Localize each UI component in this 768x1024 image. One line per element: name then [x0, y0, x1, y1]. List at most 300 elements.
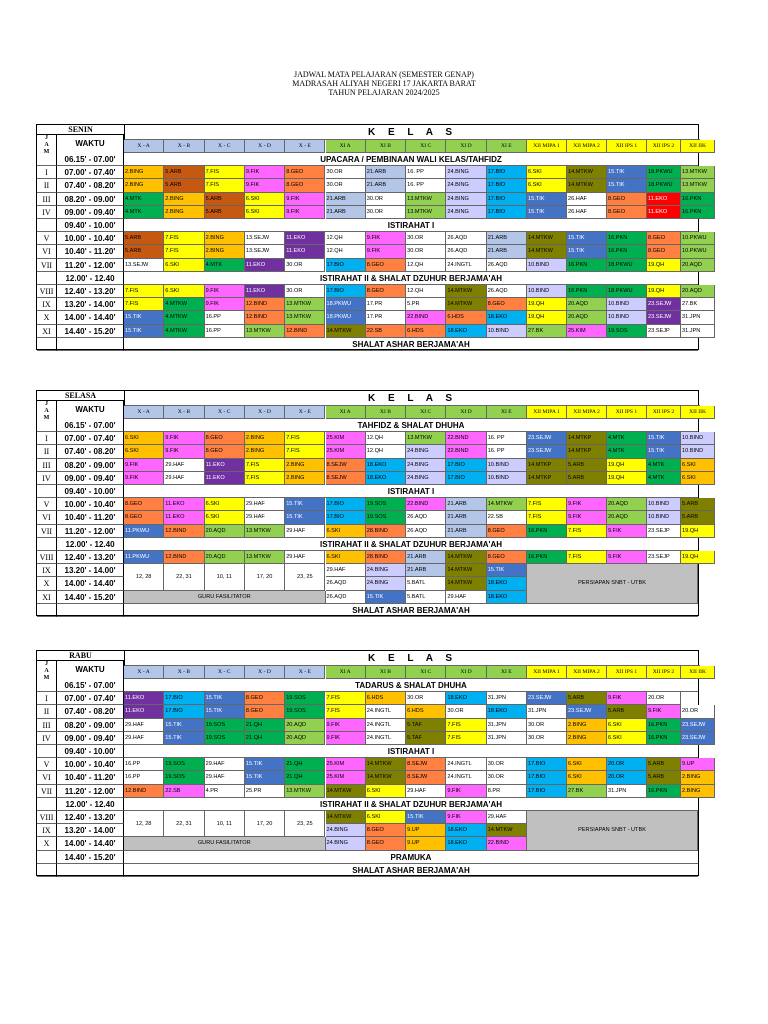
schedule-cell: 23.SEJP: [647, 325, 681, 338]
time-slot: 08.20' - 09.00': [57, 193, 124, 206]
time-slot: 14.00' - 14.40': [57, 837, 124, 850]
time-slot: 09.00' - 09.40': [57, 206, 124, 219]
schedule-cell: 16.PP: [124, 771, 164, 784]
class-group: 10, 11: [205, 564, 245, 590]
schedule-cell: 9.FIK: [285, 206, 325, 219]
schedule-cell: 6.SKI: [245, 206, 285, 219]
activity-banner: TAHFIDZ & SHALAT DHUHA: [124, 419, 698, 432]
time-slot: 07.40' - 08.20': [57, 705, 124, 718]
time-slot: 11.20' - 12.00': [57, 785, 124, 798]
schedule-cell: 22.BIND: [487, 837, 527, 850]
class-column-header: X - A: [124, 666, 164, 679]
schedule-cell: 6.SKI: [527, 179, 567, 192]
schedule-cell: 14.MTKW: [326, 811, 366, 824]
schedule-cell: 14.MTKW: [446, 298, 486, 311]
jam-number: IV: [37, 206, 57, 219]
schedule-cell: 8.GEO: [607, 193, 647, 206]
jam-number: VI: [37, 771, 57, 784]
schedule-cell: 19.SOS: [205, 719, 245, 732]
jam-label: J A M: [37, 661, 57, 689]
schedule-cell: 29.HAF: [205, 758, 245, 771]
schedule-cell: 7.FIS: [446, 719, 486, 732]
schedule-cell: 7.FIS: [326, 692, 366, 705]
schedule-cell: 15.TIK: [285, 511, 325, 524]
schedule-cell: 13.SEJW: [245, 245, 285, 258]
time-slot: 11.20' - 12.00': [57, 259, 124, 272]
schedule-cell: 6.SKI: [124, 432, 164, 445]
schedule-cell: 30.OR: [406, 245, 446, 258]
jam-number: VII: [37, 259, 57, 272]
schedule-cell: 20.OR: [681, 705, 715, 718]
schedule-cell: 5.ARB: [567, 459, 607, 472]
schedule-cell: 14.MTKW: [366, 771, 406, 784]
schedule-cell: 13.MTKW: [681, 166, 715, 179]
time-slot: 14.00' - 14.40': [57, 577, 124, 590]
schedule-cell: 9.FIK: [446, 811, 486, 824]
kelas-header: K E L A S: [124, 125, 700, 140]
time-slot: 14.40' - 15.20': [57, 591, 124, 604]
class-column-header: XI C: [406, 140, 446, 153]
jam-number: III: [37, 459, 57, 472]
jam-number: VII: [37, 525, 57, 538]
time-slot: 11.20' - 12.00': [57, 525, 124, 538]
activity-banner: ISTIRAHAT II & SHALAT DZUHUR BERJAMA'AH: [124, 272, 698, 285]
schedule-cell: 12.BIND: [164, 551, 204, 564]
schedule-cell: 9.FIK: [285, 193, 325, 206]
schedule-cell: 29.HAF: [124, 732, 164, 745]
schedule-cell: 19.SOS: [285, 705, 325, 718]
schedule-cell: 20.OR: [607, 758, 647, 771]
schedule-cell: 19.QH: [647, 285, 681, 298]
schedule-cell: 11.EKO: [647, 193, 681, 206]
class-column-header: XI B: [366, 140, 406, 153]
schedule-cell: 9.FIK: [607, 551, 647, 564]
schedule-cell: 2.BING: [164, 206, 204, 219]
schedule-cell: 6.SKI: [681, 472, 715, 485]
schedule-cell: 5.ARB: [164, 166, 204, 179]
title-line-3: TAHUN PELAJARAN 2024/2025: [328, 88, 440, 97]
schedule-cell: 15.TIK: [245, 758, 285, 771]
schedule-cell: 2.BING: [205, 232, 245, 245]
schedule-cell: 21.QH: [245, 732, 285, 745]
jam-number: X: [37, 837, 57, 850]
schedule-cell: 7.FIS: [164, 245, 204, 258]
schedule-cell: 14.MTKW: [366, 758, 406, 771]
schedule-cell: 12.BIND: [285, 325, 325, 338]
time-slot: 07.40' - 08.20': [57, 179, 124, 192]
jam-number: IX: [37, 298, 57, 311]
schedule-cell: 18.PKWU: [647, 179, 681, 192]
class-group: 22, 31: [164, 811, 204, 837]
schedule-cell: 20.AQD: [285, 732, 325, 745]
class-column-header: XII MIPA 1: [527, 406, 567, 419]
schedule-cell: 31.JPN: [487, 719, 527, 732]
schedule-cell: 5.ARB: [647, 771, 681, 784]
schedule-cell: 10.BIND: [647, 498, 681, 511]
schedule-cell: 26.AQD: [326, 591, 366, 604]
schedule-cell: 31.JPN: [487, 732, 527, 745]
schedule-cell: 4.MTK: [607, 432, 647, 445]
time-slot: [57, 864, 124, 877]
schedule-cell: 8.GEO: [124, 511, 164, 524]
schedule-cell: 5.TAF: [406, 732, 446, 745]
title-line-1: JADWAL MATA PELAJARAN (SEMESTER GENAP): [294, 70, 474, 79]
schedule-cell: 14.MTKW: [487, 498, 527, 511]
schedule-cell: 4.MTKW: [164, 298, 204, 311]
schedule-cell: 21.ARB: [446, 525, 486, 538]
schedule-cell: 29.HAF: [245, 498, 285, 511]
jam-number: VIII: [37, 811, 57, 824]
class-column-header: XII IIK: [681, 666, 715, 679]
schedule-cell: 29.HAF: [446, 591, 486, 604]
time-slot: 12.00' - 12.40: [57, 798, 124, 811]
schedule-cell: 17.BIO: [487, 166, 527, 179]
schedule-cell: 22.SB: [487, 511, 527, 524]
schedule-cell: 24.INGTL: [446, 771, 486, 784]
schedule-cell: 24.BING: [406, 472, 446, 485]
day-block-rabu: [36, 650, 707, 876]
schedule-cell: 4.MTK: [647, 472, 681, 485]
schedule-cell: 16.PKN: [607, 232, 647, 245]
schedule-cell: 13.SEJW: [245, 232, 285, 245]
schedule-cell: 22.BIND: [446, 432, 486, 445]
schedule-cell: 22.SB: [164, 785, 204, 798]
schedule-cell: 16.PKN: [647, 719, 681, 732]
jam-number: [37, 798, 57, 811]
schedule-cell: 19.QH: [607, 459, 647, 472]
time-slot: 09.40' - 10.00': [57, 745, 124, 758]
schedule-cell: 27.BK: [527, 325, 567, 338]
time-slot: 12.00' - 12.40: [57, 538, 124, 551]
day-block-selasa: [36, 390, 707, 616]
schedule-cell: 8.GEO: [205, 445, 245, 458]
schedule-cell: 5.BATL: [406, 577, 446, 590]
time-slot: 07.00' - 07.40': [57, 692, 124, 705]
schedule-cell: 12.QH: [326, 232, 366, 245]
schedule-cell: 30.OR: [446, 705, 486, 718]
schedule-cell: 14.MTKW: [527, 232, 567, 245]
jam-number: III: [37, 719, 57, 732]
schedule-cell: 11.EKO: [245, 259, 285, 272]
schedule-cell: 19.SOS: [164, 771, 204, 784]
time-slot: 12.00' - 12.40: [57, 272, 124, 285]
schedule-cell: 8.GEO: [366, 259, 406, 272]
schedule-cell: 25.KIM: [326, 432, 366, 445]
class-group: 12, 28: [124, 564, 164, 590]
schedule-cell: 10.BIND: [527, 259, 567, 272]
schedule-cell: 26.HAF: [567, 193, 607, 206]
jam-number: XI: [37, 591, 57, 604]
schedule-cell: 10.BIND: [607, 311, 647, 324]
time-slot: 14.40' - 15.20': [57, 851, 124, 864]
schedule-cell: 8.GEO: [647, 232, 681, 245]
schedule-cell: 6.HDS: [406, 705, 446, 718]
schedule-cell: 13.MTKW: [285, 311, 325, 324]
schedule-cell: 8.GEO: [366, 824, 406, 837]
schedule-cell: 8.PR: [487, 785, 527, 798]
jam-number: V: [37, 498, 57, 511]
jam-number: VIII: [37, 551, 57, 564]
jam-number: I: [37, 166, 57, 179]
schedule-cell: 10.BIND: [681, 445, 715, 458]
schedule-cell: 19.QH: [647, 259, 681, 272]
time-slot: [57, 338, 124, 351]
schedule-cell: 31.JPN: [681, 325, 715, 338]
schedule-cell: 14.MTKW: [567, 179, 607, 192]
schedule-cell: 15.TIK: [245, 771, 285, 784]
waktu-label: WAKTU: [57, 401, 124, 419]
schedule-cell: 15.TIK: [205, 705, 245, 718]
schedule-cell: 17.BIO: [326, 498, 366, 511]
schedule-cell: 29.HAF: [124, 719, 164, 732]
class-group: 10, 11: [205, 811, 245, 837]
jam-number: X: [37, 577, 57, 590]
schedule-cell: 9.FIK: [124, 459, 164, 472]
jam-number: [37, 538, 57, 551]
time-slot: 09.40' - 10.00': [57, 485, 124, 498]
jam-number: V: [37, 758, 57, 771]
schedule-cell: 23.SEJW: [567, 705, 607, 718]
jam-number: [37, 272, 57, 285]
schedule-cell: 8.GEO: [245, 692, 285, 705]
schedule-cell: 8.SEJW: [326, 472, 366, 485]
schedule-cell: 8.GEO: [366, 285, 406, 298]
schedule-cell: 20.AQD: [607, 498, 647, 511]
schedule-cell: 24.BING: [366, 577, 406, 590]
schedule-cell: 30.OR: [285, 259, 325, 272]
schedule-cell: 9.FIK: [366, 245, 406, 258]
schedule-cell: 8.GEO: [285, 166, 325, 179]
schedule-cell: 29.HAF: [205, 771, 245, 784]
jam-number: [37, 679, 57, 692]
kelas-header: K E L A S: [124, 391, 700, 406]
schedule-cell: 5.ARB: [124, 245, 164, 258]
schedule-cell: 21.QH: [245, 719, 285, 732]
waktu-label: WAKTU: [57, 135, 124, 153]
schedule-cell: 14.MTKP: [567, 445, 607, 458]
schedule-cell: 2.BING: [164, 193, 204, 206]
schedule-cell: 6.SKI: [245, 193, 285, 206]
schedule-cell: 10.BIND: [487, 472, 527, 485]
activity-banner: TADARUS & SHALAT DHUHA: [124, 679, 698, 692]
class-column-header: X - D: [245, 406, 285, 419]
jam-number: [37, 864, 57, 877]
activity-banner: UPACARA / PEMBINAAN WALI KELAS/TAHFIDZ: [124, 153, 698, 166]
schedule-cell: 11.EKO: [124, 705, 164, 718]
schedule-cell: 30.OR: [366, 206, 406, 219]
schedule-cell: 26.AQD: [446, 245, 486, 258]
activity-banner: PRAMUKA: [124, 851, 698, 864]
schedule-cell: 8.GEO: [487, 551, 527, 564]
schedule-cell: 11.EKO: [285, 245, 325, 258]
schedule-cell: 2.BING: [205, 245, 245, 258]
schedule-cell: 8.GEO: [487, 525, 527, 538]
schedule-cell: 18.EKO: [366, 472, 406, 485]
schedule-cell: 21.ARB: [366, 179, 406, 192]
schedule-cell: 24.INGTL: [446, 758, 486, 771]
schedule-cell: 22.BIND: [406, 311, 446, 324]
schedule-cell: 8.GEO: [124, 498, 164, 511]
schedule-cell: 7.FIS: [124, 285, 164, 298]
schedule-cell: 5.ARB: [567, 472, 607, 485]
schedule-cell: 24.INGTL: [366, 719, 406, 732]
schedule-cell: 29.HAF: [406, 785, 446, 798]
jam-number: I: [37, 432, 57, 445]
time-slot: 06.15' - 07.00': [57, 153, 124, 166]
schedule-cell: 5.ARB: [681, 511, 715, 524]
schedule-cell: 30.OR: [326, 179, 366, 192]
schedule-cell: 23.SEJP: [647, 551, 681, 564]
jam-number: [37, 153, 57, 166]
schedule-cell: 23.SEJW: [681, 719, 715, 732]
schedule-cell: 14.MTKW: [567, 166, 607, 179]
schedule-cell: 24.INGTL: [366, 732, 406, 745]
schedule-cell: 21.ARB: [487, 232, 527, 245]
schedule-cell: 15.TIK: [124, 325, 164, 338]
schedule-cell: 16. PP: [487, 445, 527, 458]
schedule-cell: 15.TIK: [487, 564, 527, 577]
jam-number: II: [37, 179, 57, 192]
jam-number: II: [37, 445, 57, 458]
time-slot: 07.00' - 07.40': [57, 166, 124, 179]
schedule-cell: 4.MTKW: [164, 325, 204, 338]
schedule-cell: 9.FIK: [567, 498, 607, 511]
class-group: 12, 28: [124, 811, 164, 837]
schedule-cell: 17.BIO: [326, 285, 366, 298]
schedule-cell: 31.JPN: [487, 692, 527, 705]
schedule-cell: 26.AQD: [326, 577, 366, 590]
schedule-cell: 12.QH: [406, 259, 446, 272]
schedule-cell: 15.TIK: [285, 498, 325, 511]
activity-banner: SHALAT ASHAR BERJAMA'AH: [124, 604, 698, 617]
schedule-cell: 15.TIK: [527, 193, 567, 206]
snbt-preparation: PERSIAPAN SNBT - UTBK: [527, 811, 698, 851]
jam-number: II: [37, 705, 57, 718]
schedule-cell: 23.SEJW: [681, 732, 715, 745]
schedule-cell: 14.MTKW: [446, 577, 486, 590]
kelas-header: K E L A S: [124, 651, 700, 666]
guru-fasilitator: GURU FASILITATOR: [124, 837, 326, 850]
snbt-preparation: PERSIAPAN SNBT - UTBK: [527, 564, 698, 604]
schedule-cell: 8.SEJW: [326, 459, 366, 472]
schedule-cell: 11.EKO: [164, 511, 204, 524]
schedule-cell: 17.BIO: [326, 511, 366, 524]
schedule-cell: 16.PKN: [527, 525, 567, 538]
schedule-cell: 22.BIND: [406, 498, 446, 511]
schedule-cell: 19.QH: [607, 472, 647, 485]
schedule-cell: 9.FIK: [164, 445, 204, 458]
schedule-cell: 4.MTK: [124, 193, 164, 206]
jam-label: J A M: [37, 401, 57, 429]
schedule-cell: 23.SEJW: [527, 445, 567, 458]
jam-number: V: [37, 232, 57, 245]
schedule-cell: 18.PKWU: [607, 285, 647, 298]
schedule-cell: 15.TIK: [124, 311, 164, 324]
time-slot: 13.20' - 14.00': [57, 564, 124, 577]
schedule-cell: 11.EKO: [124, 692, 164, 705]
time-slot: 12.40' - 13.20': [57, 551, 124, 564]
schedule-cell: 7.FIS: [245, 472, 285, 485]
schedule-cell: 17.BIO: [487, 193, 527, 206]
jam-number: IX: [37, 564, 57, 577]
time-slot: 07.40' - 08.20': [57, 445, 124, 458]
schedule-cell: 13.MTKW: [285, 298, 325, 311]
schedule-cell: 16.PKN: [527, 551, 567, 564]
schedule-cell: 14.MTKW: [326, 325, 366, 338]
schedule-cell: 17.BIO: [487, 206, 527, 219]
jam-number: IV: [37, 732, 57, 745]
schedule-cell: 2.BING: [245, 445, 285, 458]
class-column-header: XI E: [487, 666, 527, 679]
schedule-cell: 19.QH: [527, 298, 567, 311]
schedule-cell: 6.SKI: [567, 771, 607, 784]
schedule-cell: 24.BING: [326, 837, 366, 850]
schedule-cell: 23.SEJW: [647, 311, 681, 324]
schedule-cell: 26.AQD: [487, 285, 527, 298]
schedule-cell: 5.PR: [406, 298, 446, 311]
schedule-cell: 9.FIK: [446, 785, 486, 798]
schedule-cell: 17.BIO: [527, 758, 567, 771]
schedule-cell: 15.TIK: [164, 732, 204, 745]
time-slot: 10.00' - 10.40': [57, 232, 124, 245]
schedule-cell: 31.JPN: [527, 705, 567, 718]
schedule-cell: 21.ARB: [326, 206, 366, 219]
class-column-header: XI C: [406, 666, 446, 679]
schedule-cell: 26.AQD: [487, 259, 527, 272]
schedule-cell: 9.FIK: [326, 719, 366, 732]
schedule-cell: 6.SKI: [567, 758, 607, 771]
schedule-cell: 2.BING: [681, 771, 715, 784]
jam-number: VII: [37, 785, 57, 798]
jam-number: VIII: [37, 285, 57, 298]
time-slot: 13.20' - 14.00': [57, 824, 124, 837]
class-column-header: XI D: [446, 666, 486, 679]
schedule-cell: 14.MTKP: [567, 432, 607, 445]
activity-banner: ISTIRAHAT I: [124, 485, 698, 498]
schedule-cell: 17.BIO: [527, 771, 567, 784]
schedule-cell: 15.TIK: [567, 232, 607, 245]
time-slot: 09.40' - 10.00': [57, 219, 124, 232]
schedule-cell: 9.FIK: [245, 166, 285, 179]
schedule-cell: 21.ARB: [326, 193, 366, 206]
time-slot: 06.15' - 07.00': [57, 419, 124, 432]
schedule-cell: 2.BING: [681, 785, 715, 798]
schedule-cell: 15.TIK: [366, 591, 406, 604]
schedule-cell: 19.SOS: [366, 511, 406, 524]
schedule-cell: 30.OR: [487, 771, 527, 784]
schedule-cell: 15.TIK: [647, 432, 681, 445]
schedule-cell: 5.ARB: [205, 193, 245, 206]
schedule-cell: 13.SEJW: [124, 259, 164, 272]
schedule-cell: 15.TIK: [164, 719, 204, 732]
class-column-header: XII IPS 1: [607, 406, 647, 419]
schedule-cell: 24.BING: [446, 206, 486, 219]
schedule-cell: 8.GEO: [647, 245, 681, 258]
schedule-cell: 14.MTKW: [446, 564, 486, 577]
schedule-cell: 18.EKO: [446, 325, 486, 338]
schedule-cell: 16.PKN: [681, 206, 715, 219]
schedule-cell: 16.PKN: [647, 732, 681, 745]
schedule-cell: 19.SOS: [607, 325, 647, 338]
schedule-cell: 10.BIND: [607, 298, 647, 311]
schedule-cell: 16.PKN: [647, 785, 681, 798]
schedule-cell: 19.SOS: [164, 758, 204, 771]
schedule-cell: 21.ARB: [366, 166, 406, 179]
schedule-cell: 6.SKI: [527, 166, 567, 179]
schedule-cell: 18.EKO: [487, 705, 527, 718]
schedule-cell: 18.PKWU: [326, 311, 366, 324]
schedule-cell: 14.MTKW: [446, 285, 486, 298]
